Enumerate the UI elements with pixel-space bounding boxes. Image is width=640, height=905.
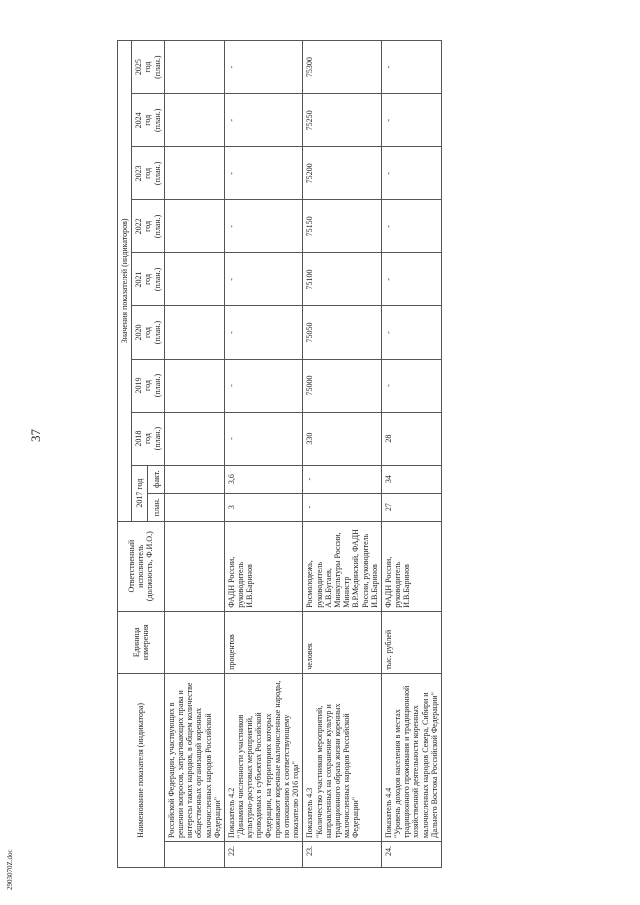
value-2025-cell: 75300 [303,41,382,94]
value-2022-cell: 75150 [303,200,382,253]
indicator-cell [303,673,382,841]
indicator-cell [224,673,303,841]
unit-cell: процентов [224,611,303,673]
header-year-2024: 2024 год (план.) [132,94,165,147]
rotated-table-area [117,28,617,868]
value-2023-cell: 75200 [303,147,382,200]
value-2018-cell: 330 [303,412,382,465]
header-year-2019: 2019 год (план.) [132,359,165,412]
header-values-group: Значения показателей (индикаторов) [118,41,132,522]
row-number: 22. [224,841,303,867]
value-2022-cell: - [224,200,303,253]
indicator-title: "Динамика численности участников культурно-досуговых мероприятий, проводимых в субъектах Российской Федерации, на территориях которых проживают коренные малочисленные народы, по отношению к соответствующему показателю 2016 года" [236,680,301,838]
header-year-2021: 2021 год (план.) [132,253,165,306]
table-row-continued [164,41,224,868]
fact-2017-cell: 34 [381,465,441,493]
value-2020-cell: 75050 [303,306,382,359]
header-name: Наименование показателя (индикатора) [118,673,165,867]
value-2019-cell: - [381,359,441,412]
value-2024-cell: - [381,94,441,147]
value-2021-cell: 75100 [303,253,382,306]
value-2022-cell: - [381,200,441,253]
value-2021-cell: - [381,253,441,306]
plan-2017-cell: 3 [224,493,303,521]
value-2019-cell: - [224,359,303,412]
table-row-22 [224,41,303,868]
executor-cell: ФАДН России, руководитель И.В.Баринов [381,521,441,611]
header-executor: Ответственный исполнитель (должность, Ф.И.О.) [118,521,165,611]
value-2023-cell: - [381,147,441,200]
value-2021-cell: - [224,253,303,306]
header-year-2020: 2020 год (план.) [132,306,165,359]
table-row-24 [381,41,441,868]
executor-cell: Росмолодежь, руководитель А.В.Бугаев, Минкультуры России, Министр В.Р.Мединский, ФАДН России, руководитель И.В.Баринов [303,521,382,611]
value-2019-cell: 75000 [303,359,382,412]
header-year-2022: 2022 год (план.) [132,200,165,253]
indicator-title: "Количество участников мероприятий, направленных на сохранение культур и традиционного образа жизни коренных малочисленных народов Российской Федерации" [314,703,361,838]
row-number: 23. [303,841,382,867]
header-fact-2017: факт. [148,465,164,493]
value-2024-cell: - [224,94,303,147]
value-2025-cell: - [381,41,441,94]
value-2024-cell: 75250 [303,94,382,147]
table-row-23 [303,41,382,868]
indicator-code: Показатель 4.4 [383,787,393,838]
indicator-cell [381,673,441,841]
value-2018-cell: 28 [381,412,441,465]
indicator-code: Показатель 4.2 [226,787,236,838]
value-2020-cell: - [224,306,303,359]
page-number: 37 [28,429,43,442]
indicators-table [117,40,442,868]
header-year-2025: 2025 год (план.) [132,41,165,94]
unit-cell: человек [303,611,382,673]
continued-indicator-text: Российской Федерации, участвующих в решении вопросов, затрагивающих права и интересы таких народов, в общем количестве общественных организаций коренных малочисленных народов Российской Федерации" [164,673,224,841]
header-year-2023: 2023 год (план.) [132,147,165,200]
unit-cell: тыс. рублей [381,611,441,673]
plan-2017-cell: 27 [381,493,441,521]
indicator-title: "Уровень доходов населения в местах традиционного проживания и традиционной хозяйственной деятельности коренных малочисленных народов Севера, Сибири и Дальнего Востока Российской Федерации" [393,685,439,838]
footer-filename: 2903070Z.doc [6,849,14,890]
header-plan-2017: план. [148,493,164,521]
header-year-2018: 2018 год (план.) [132,412,165,465]
plan-2017-cell: - [303,493,382,521]
indicator-code: Показатель 4.3 [305,787,315,838]
value-2018-cell: - [224,412,303,465]
value-2023-cell: - [224,147,303,200]
fact-2017-cell: - [303,465,382,493]
fact-2017-cell: 3,6 [224,465,303,493]
header-year-2017: 2017 год [132,465,148,521]
row-number: 24. [381,841,441,867]
value-2020-cell: - [381,306,441,359]
executor-cell: ФАДН России, руководитель И.В.Баринов [224,521,303,611]
value-2025-cell: - [224,41,303,94]
header-unit: Единица измерения [118,611,165,673]
